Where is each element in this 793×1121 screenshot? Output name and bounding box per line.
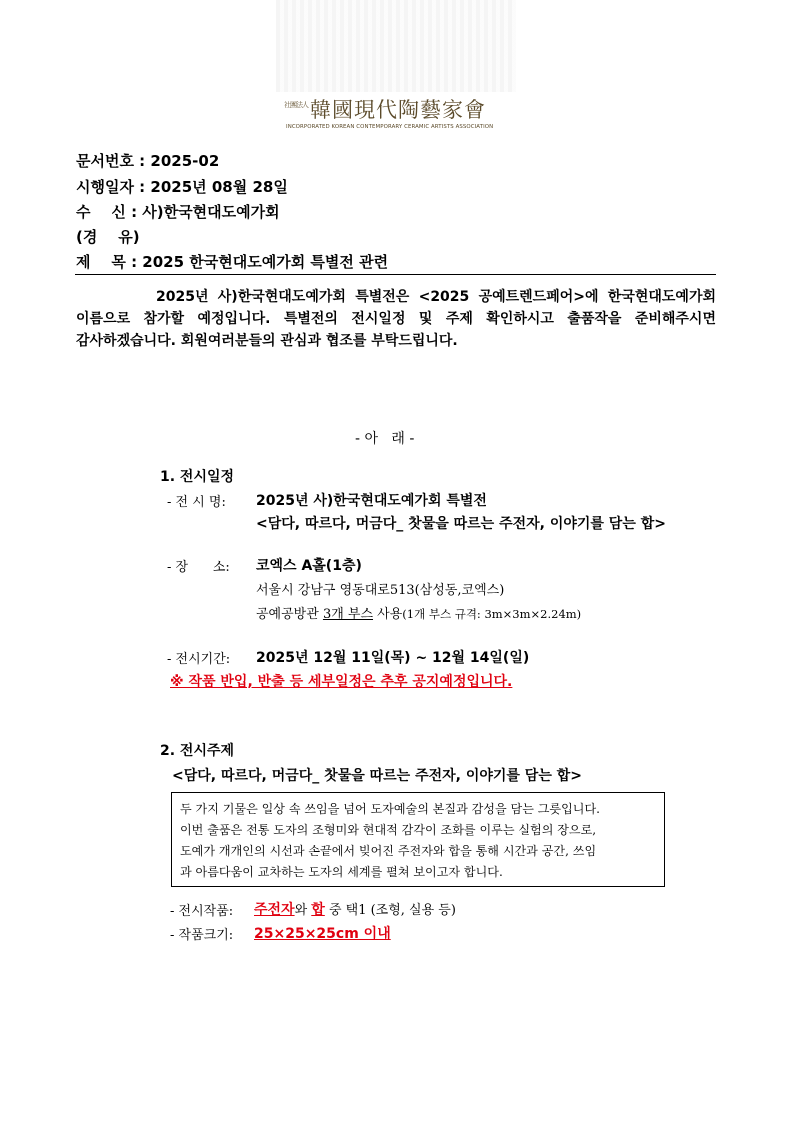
theme-line-2: 이번 출품은 전통 도자의 조형미와 현대적 감각이 조화를 이루는 실험의 장으로,: [180, 823, 597, 837]
section2-title: 2. 전시주제: [160, 743, 235, 759]
recipient: 수 신 : 사)한국현대도예가회: [76, 203, 280, 221]
theme-line-4: 과 아름다움이 교차하는 도자의 세계를 펼쳐 보이고자 합니다.: [180, 865, 503, 879]
letterhead-subtitle: INCORPORATED KOREAN CONTEMPORARY CERAMIC ARTISTS ASSOCIATION: [286, 124, 494, 130]
booth-count: 3개 부스: [322, 607, 374, 622]
via: (경 유): [76, 228, 140, 246]
theme-title: <담다, 따르다, 머금다_ 찻물을 따르는 주전자, 이야기를 담는 합>: [172, 768, 582, 784]
schedule-note: ※ 작품 반입, 반출 등 세부일정은 추후 공지예정입니다.: [170, 674, 513, 690]
exhibition-name-label: - 전 시 명:: [167, 495, 226, 510]
theme-line-3: 도예가 개개인의 시선과 손끝에서 빚어진 주전자와 합을 통해 시간과 공간, 쓰임: [180, 844, 597, 858]
works-value: [254, 899, 456, 919]
booth-spec: (1개 부스 규격: 3m×3m×2.24m): [402, 607, 582, 621]
venue-name: 코엑스 A홀(1층): [256, 558, 362, 574]
subject: 제 목 : 2025 한국현대도예가회 특별전 관련: [76, 253, 389, 271]
intro-line-2: 이름으로 참가할 예정입니다. 특별전의 전시일정 및 주제 확인하시고 출품작을 준비해주시면: [76, 311, 716, 327]
section1-title: 1. 전시일정: [160, 469, 235, 485]
intro-line-3: 감사하겠습니다. 회원여러분들의 관심과 협조를 부탁드립니다.: [76, 333, 458, 349]
intro-line-1: 2025년 사)한국현대도예가회 특별전은 <2025 공예트렌드페어>에 한국현대도예가회: [156, 289, 716, 305]
letterhead-seal: 社團法人: [284, 101, 308, 109]
letterhead-title: 韓國現代陶藝家會: [310, 98, 486, 122]
works-item-box: 합: [311, 902, 325, 918]
size-label: - 작품크기:: [170, 928, 234, 943]
doc-number: 문서번호 : 2025-02: [76, 152, 220, 170]
venue-address: 서울시 강남구 영동대로513(삼성동,코엑스): [256, 583, 505, 598]
issue-date: 시행일자 : 2025년 08월 28일: [76, 178, 288, 196]
notice-heading: - 아 래 -: [355, 431, 415, 447]
venue-label: - 장 소:: [167, 560, 230, 575]
exhibition-name: 2025년 사)한국현대도예가회 특별전: [256, 493, 487, 509]
works-label: - 전시작품:: [170, 904, 234, 919]
period-value: 2025년 12월 11일(목) ~ 12월 14일(일): [256, 650, 530, 666]
booth-usage: 사용: [373, 607, 403, 622]
booth-info: [256, 603, 581, 622]
size-value: 25×25×25cm 이내: [254, 926, 391, 942]
header-divider: [75, 274, 716, 275]
exhibition-subtitle: <담다, 따르다, 머금다_ 찻물을 따르는 주전자, 이야기를 담는 합>: [256, 516, 666, 532]
theme-line-1: 두 가지 기물은 일상 속 쓰임을 넘어 도자예술의 본질과 감성을 담는 그릇입니다.: [180, 802, 600, 816]
theme-description-box: [171, 792, 665, 887]
period-label: - 전시기간:: [167, 652, 231, 667]
works-rest: 중 택1 (조형, 실용 등): [324, 903, 456, 918]
letterhead-background: [276, 0, 516, 92]
intro-paragraph: [76, 286, 716, 352]
booth-prefix: 공예공방관: [256, 607, 323, 622]
letterhead-logo: [284, 96, 510, 136]
works-item-teapot: 주전자: [254, 902, 295, 918]
works-connector: 와: [294, 903, 312, 918]
